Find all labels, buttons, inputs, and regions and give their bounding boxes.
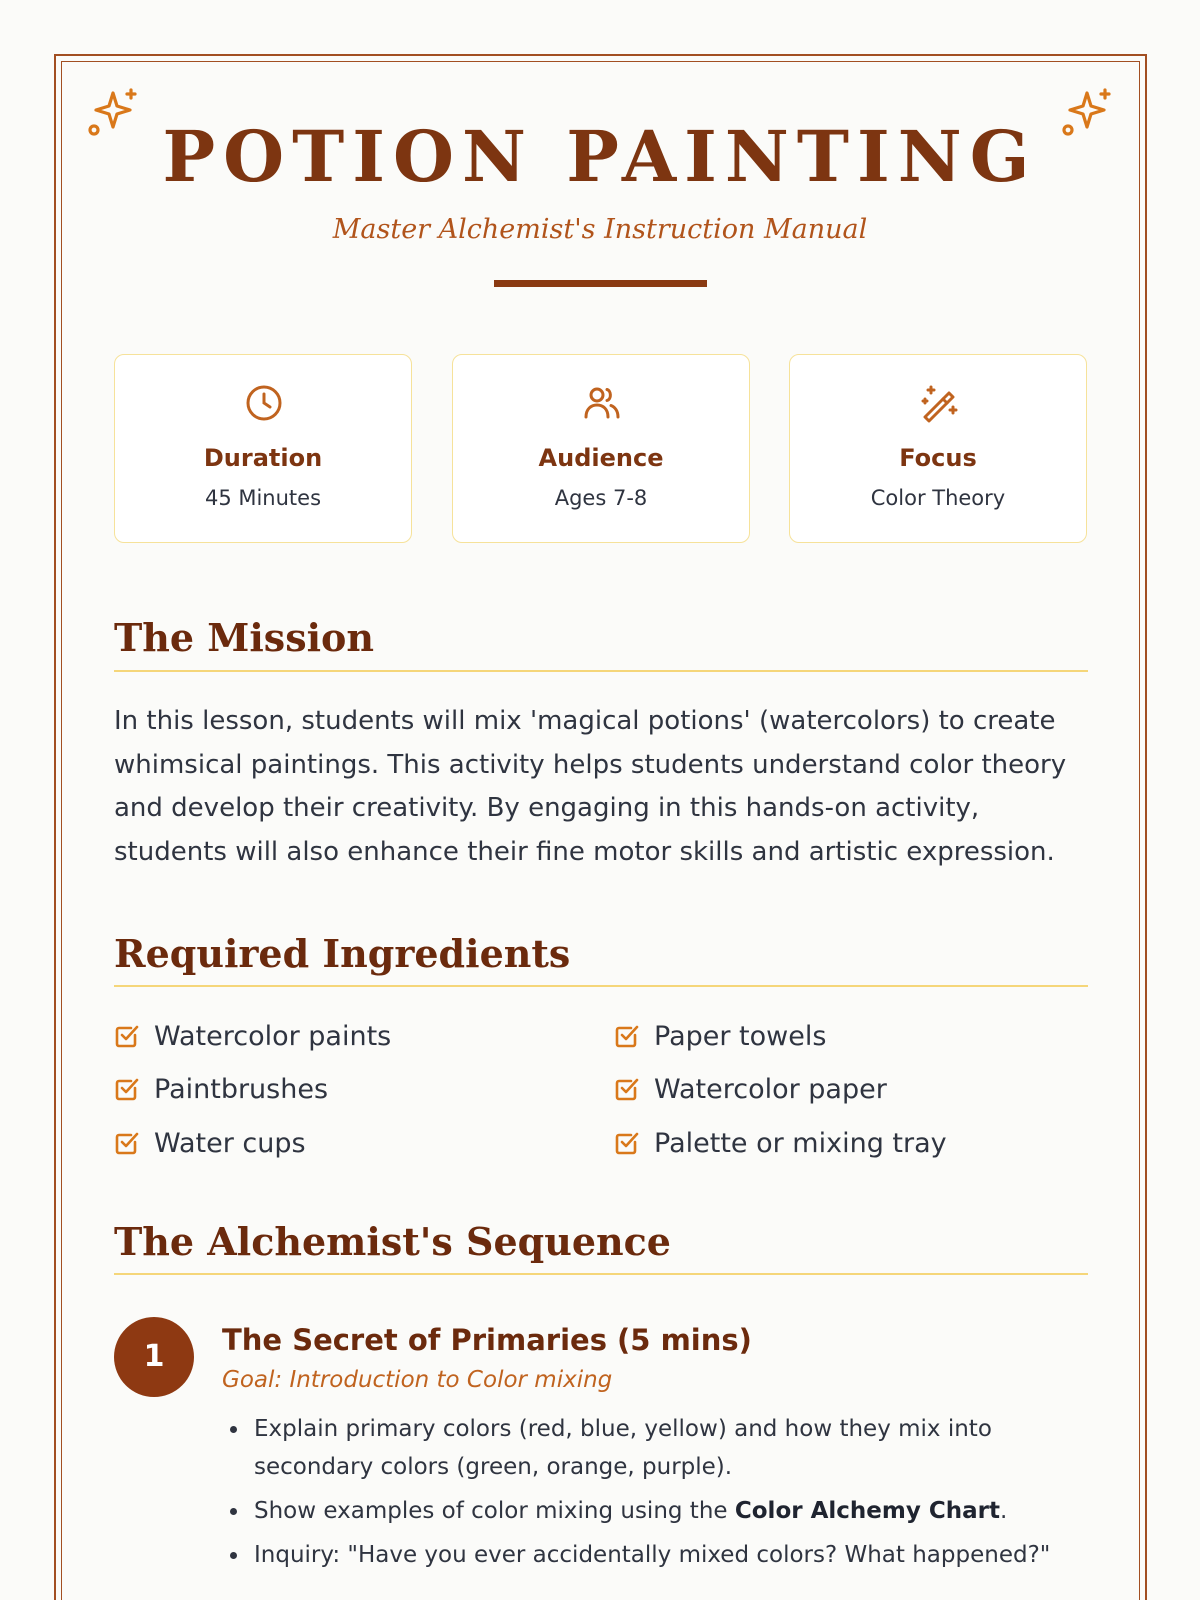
ingredient-label: Palette or mixing tray [654, 1127, 947, 1159]
checkbox-checked-icon [114, 1023, 140, 1049]
ingredient-item [614, 1016, 826, 1056]
checkbox-checked-icon [614, 1023, 640, 1049]
info-card-label: Duration [203, 444, 323, 472]
info-card-value: Color Theory [870, 486, 1006, 510]
checkbox-checked-icon [114, 1130, 140, 1156]
ingredient-item [114, 1016, 391, 1056]
clock-icon [244, 383, 284, 423]
page-title: POTION PAINTING [162, 115, 1038, 198]
title-divider [494, 280, 707, 287]
ingredient-label: Paintbrushes [154, 1073, 329, 1105]
info-card-focus [789, 354, 1087, 543]
step-bullet [254, 1492, 1084, 1530]
step-bullet-list [254, 1410, 1084, 1580]
magic-wand-icon [919, 383, 959, 423]
step-number-badge: 1 [114, 1317, 194, 1397]
section-divider [114, 985, 1088, 987]
section-divider [114, 670, 1088, 672]
step-goal: Goal: Introduction to Color mixing [222, 1367, 613, 1393]
checkbox-checked-icon [614, 1076, 640, 1102]
ingredient-label: Water cups [154, 1127, 306, 1159]
info-card-value: 45 Minutes [204, 486, 322, 510]
step-bullet: Explain primary colors (red, blue, yellow) and how they mix into secondary colors (green, orange, purple). [254, 1410, 1084, 1486]
info-card-value: Ages 7-8 [554, 486, 648, 510]
page-subtitle: Master Alchemist's Instruction Manual [332, 214, 868, 245]
info-card-duration [114, 354, 412, 543]
ingredient-item [114, 1123, 306, 1163]
checkbox-checked-icon [614, 1130, 640, 1156]
ingredient-label: Paper towels [654, 1020, 827, 1052]
mission-text: In this lesson, students will mix 'magical potions' (watercolors) to create whimsical paintings. This activity helps students understand color theory and develop their creativity. By engaging in this hands-on activity, students will also enhance their fine motor skills and artistic expression. [114, 706, 1067, 867]
ingredients-heading: Required Ingredients [114, 931, 571, 976]
section-divider [114, 1273, 1088, 1275]
info-card-audience [452, 354, 750, 543]
step-bullet-text: Show examples of color mixing using the [254, 1498, 735, 1524]
ingredient-item [614, 1123, 947, 1163]
step-bullet-text: . [999, 1498, 1008, 1524]
sequence-heading: The Alchemist's Sequence [114, 1219, 671, 1264]
mission-heading: The Mission [114, 615, 375, 660]
step-bullet-emphasis: Color Alchemy Chart [734, 1498, 1000, 1524]
info-card-label: Audience [538, 444, 664, 472]
ingredient-label: Watercolor paper [654, 1073, 887, 1105]
ingredient-item [114, 1069, 328, 1109]
step-title: The Secret of Primaries (5 mins) [222, 1323, 752, 1357]
info-card-label: Focus [899, 444, 977, 472]
ingredient-label: Watercolor paints [154, 1020, 392, 1052]
users-icon [582, 383, 622, 423]
step-bullet: Inquiry: "Have you ever accidentally mixed colors? What happened?" [254, 1536, 1084, 1574]
ingredient-item [614, 1069, 887, 1109]
checkbox-checked-icon [114, 1076, 140, 1102]
